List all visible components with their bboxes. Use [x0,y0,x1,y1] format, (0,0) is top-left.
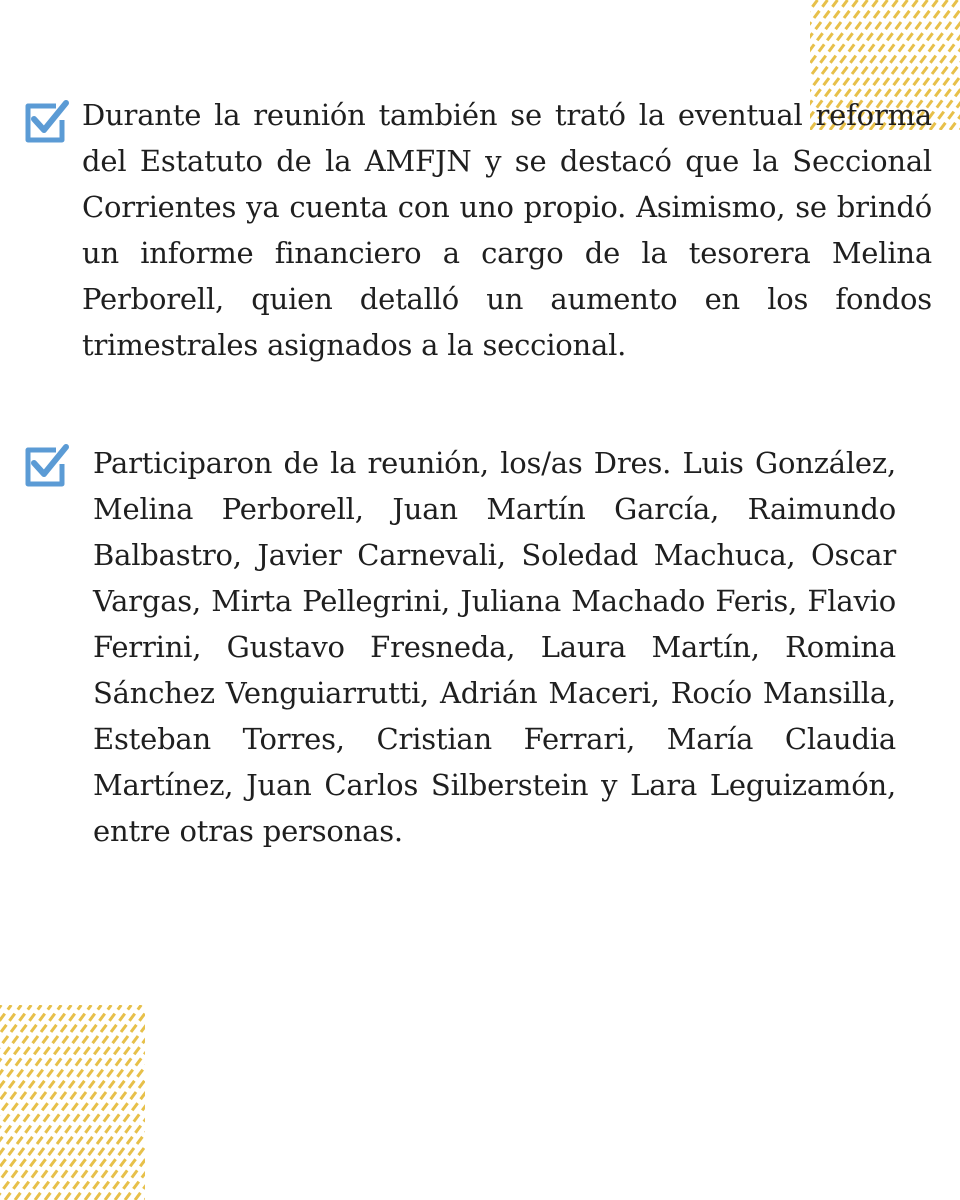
paragraph-text: Durante la reunión también se trató la eventual reforma del Estatuto de la AMFJN y se destacó que la Seccional Corrientes ya cuenta con uno propio. Asimismo, se brindó un informe financiero a cargo de la tesorera Melina Perborell, quien detalló un aumento en los fondos trimestrales asignados a la seccional. [82,98,932,362]
paragraph-text: Participaron de la reunión, los/as Dres. Luis González, Melina Perborell, Juan Martín García, Raimundo Balbastro, Javier Carnevali, Soledad Machuca, Oscar Vargas, Mirta Pellegrini, Juliana Machado Feris, Flavio Ferrini, Gustavo Fresneda, Laura Martín, Romina Sánchez Venguiarrutti, Adrián Maceri, Rocío Mansilla, Esteban Torres, Cristian Ferrari, María Claudia Martínez, Juan Carlos Silberstein y Lara Leguizamón, entre otras personas. [93,446,896,848]
checkbox-checked-icon [20,440,72,492]
diagonal-stripes-decoration [0,1005,145,1200]
checkbox-checked-icon [20,96,72,148]
bullet-item-reform-and-finances [20,92,932,368]
bullet-item-participants [20,440,896,854]
